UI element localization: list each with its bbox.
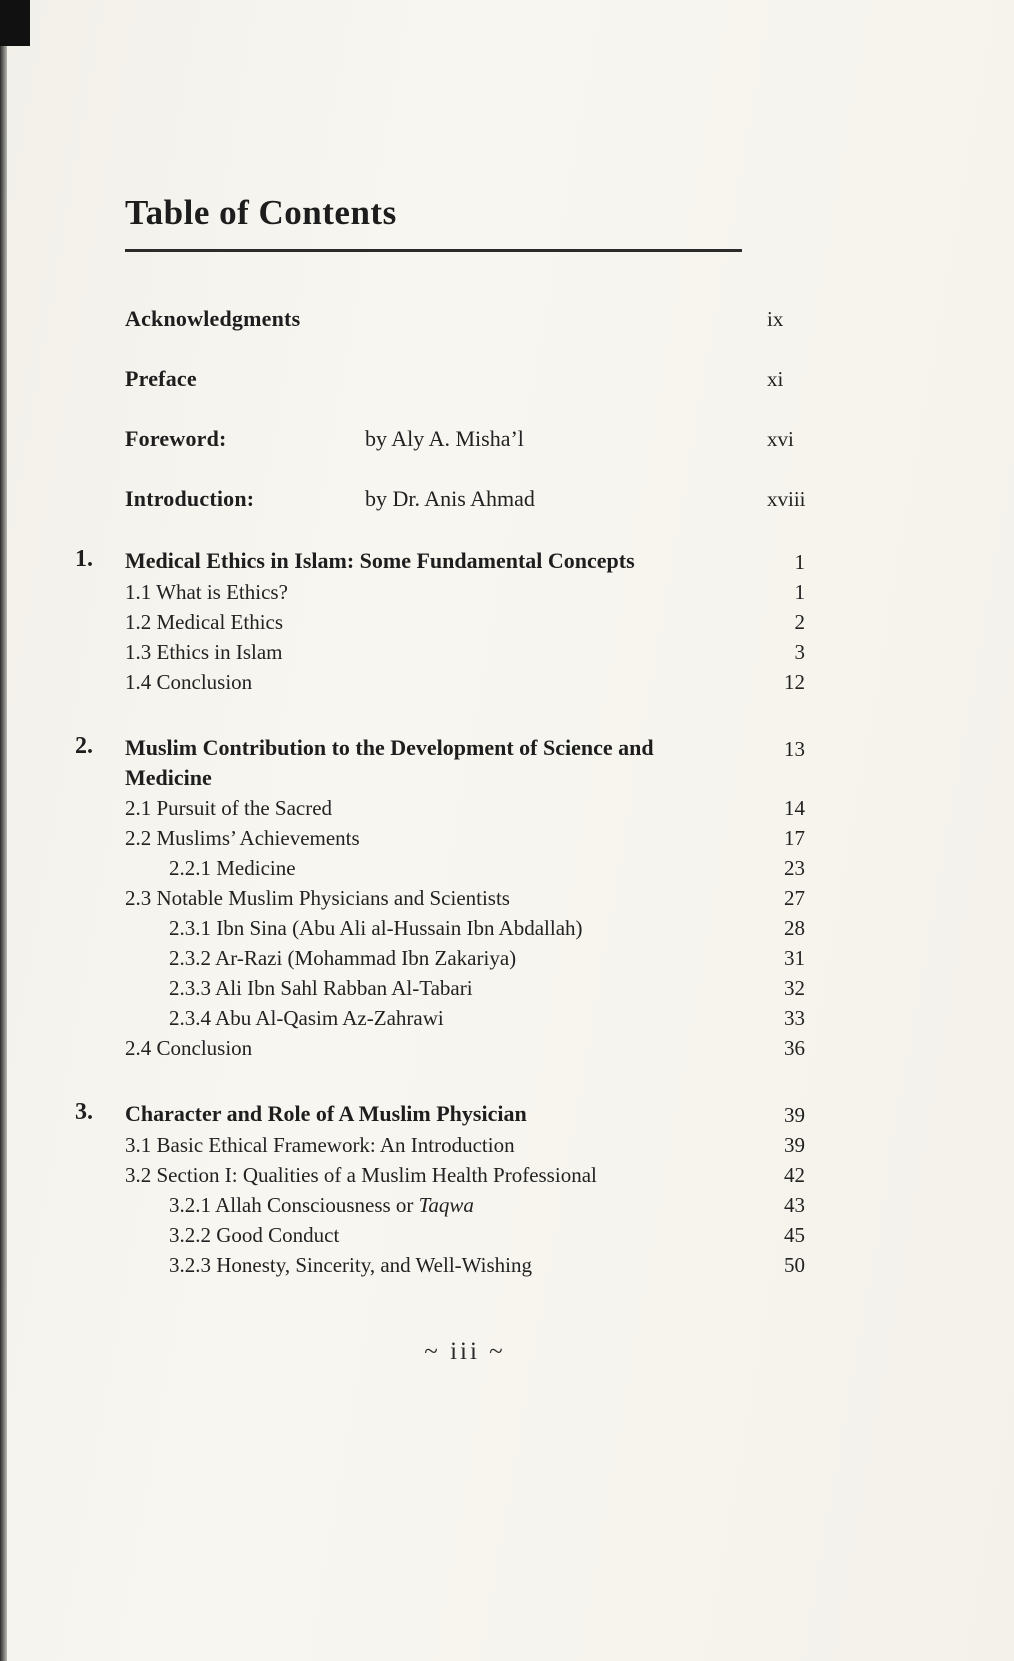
toc-entry-page: 33 <box>784 1006 805 1030</box>
front-matter-list <box>125 306 805 512</box>
toc-entry-page: 50 <box>784 1253 805 1277</box>
toc-entry-page: 3 <box>794 640 805 664</box>
toc-entry <box>125 607 805 637</box>
toc-entry-page: 39 <box>784 1133 805 1157</box>
chapter-number: 2. <box>75 733 93 759</box>
front-matter-label: Foreword: <box>125 426 227 451</box>
chapter-block <box>75 733 805 1063</box>
toc-entry-text: 2.3.1 Ibn Sina (Abu Ali al-Hussain Ibn Abdallah) <box>169 916 583 940</box>
toc-entry <box>125 1250 805 1280</box>
toc-entry-text <box>125 1190 745 1220</box>
front-matter-page: xviii <box>767 487 806 511</box>
chapter-title: Medical Ethics in Islam: Some Fundamental Concepts <box>125 548 635 573</box>
front-matter-row <box>125 426 805 452</box>
toc-entry-text: 2.2.1 Medicine <box>169 856 296 880</box>
toc-entry-text: 3.1 Basic Ethical Framework: An Introduction <box>125 1133 515 1157</box>
toc-entry <box>125 637 805 667</box>
front-matter-page: xi <box>767 367 784 391</box>
toc-entry-text: 2.4 Conclusion <box>125 1036 253 1060</box>
chapter-number: 1. <box>75 546 93 572</box>
chapter-heading <box>75 546 805 577</box>
toc-entry-page: 14 <box>784 796 805 820</box>
chapter-entries <box>125 577 805 697</box>
toc-entry <box>125 1190 805 1220</box>
toc-entry-text: 1.3 Ethics in Islam <box>125 640 283 664</box>
toc-entry-text: 2.3 Notable Muslim Physicians and Scientists <box>125 886 510 910</box>
toc-entry <box>125 823 805 853</box>
front-matter-row <box>125 486 805 512</box>
toc-entry <box>125 943 805 973</box>
toc-entry <box>125 973 805 1003</box>
toc-content <box>75 192 806 1280</box>
toc-entry <box>125 853 805 883</box>
front-matter-page: xvi <box>767 427 794 451</box>
toc-entry-page: 2 <box>794 610 805 634</box>
toc-entry-page: 31 <box>784 946 805 970</box>
chapter-title: Muslim Contribution to the Development of Science and Medicine <box>125 735 654 790</box>
chapter-block <box>75 1099 805 1280</box>
toc-entry-page: 12 <box>784 670 805 694</box>
chapter-entries <box>125 1130 805 1280</box>
front-matter-row <box>125 366 805 392</box>
chapter-page: 39 <box>784 1103 805 1127</box>
page-footer: ~ iii ~ <box>424 1338 506 1365</box>
toc-entry-text: 2.2 Muslims’ Achievements <box>125 826 360 850</box>
page-title-block <box>125 192 742 252</box>
toc-entry <box>125 1033 805 1063</box>
toc-entry-page: 43 <box>784 1193 805 1217</box>
chapter-heading <box>75 1099 805 1130</box>
toc-entry-text: 1.1 What is Ethics? <box>125 580 288 604</box>
chapter-heading <box>75 733 805 793</box>
front-matter-label: Introduction: <box>125 486 255 511</box>
chapter-list <box>75 546 805 1280</box>
toc-entry-text-italic: Taqwa <box>418 1193 474 1217</box>
scan-corner-artifact <box>0 0 30 46</box>
toc-entry <box>125 1003 805 1033</box>
toc-entry-page: 42 <box>784 1163 805 1187</box>
toc-entry <box>125 913 805 943</box>
chapter-block <box>75 546 805 697</box>
toc-entry-page: 45 <box>784 1223 805 1247</box>
front-matter-page: ix <box>767 307 784 331</box>
toc-entry <box>125 667 805 697</box>
toc-entry-page: 17 <box>784 826 805 850</box>
front-matter-author: by Aly A. Misha’l <box>365 426 524 451</box>
toc-entry-text: 1.4 Conclusion <box>125 670 253 694</box>
toc-entry <box>125 1160 805 1190</box>
chapter-entries <box>125 793 805 1063</box>
chapter-number: 3. <box>75 1099 93 1125</box>
toc-entry-page: 27 <box>784 886 805 910</box>
toc-entry-text: 2.3.2 Ar-Razi (Mohammad Ibn Zakariya) <box>169 946 517 970</box>
scan-edge-artifact <box>0 0 7 1661</box>
toc-entry <box>125 577 805 607</box>
toc-entry <box>125 883 805 913</box>
front-matter-author: by Dr. Anis Ahmad <box>365 486 535 511</box>
chapter-page: 1 <box>794 550 805 574</box>
toc-entry-page: 32 <box>784 976 805 1000</box>
toc-entry-page: 1 <box>794 580 805 604</box>
front-matter-row <box>125 306 805 332</box>
front-matter-label: Acknowledgments <box>125 306 301 331</box>
front-matter-label: Preface <box>125 366 197 391</box>
toc-entry-text-main: 3.2.1 Allah Consciousness or <box>169 1193 419 1217</box>
page-title: Table of Contents <box>125 193 397 232</box>
toc-entry-text: 3.2.2 Good Conduct <box>169 1223 340 1247</box>
toc-entry <box>125 1220 805 1250</box>
toc-entry <box>125 1130 805 1160</box>
toc-entry-text: 1.2 Medical Ethics <box>125 610 284 634</box>
toc-entry-page: 36 <box>784 1036 805 1060</box>
toc-entry-page: 28 <box>784 916 805 940</box>
toc-entry-text: 3.2 Section I: Qualities of a Muslim Health Professional <box>125 1163 597 1187</box>
toc-entry-text: 3.2.3 Honesty, Sincerity, and Well-Wishing <box>169 1253 532 1277</box>
toc-entry <box>125 793 805 823</box>
chapter-page: 13 <box>784 737 805 761</box>
toc-entry-text: 2.3.3 Ali Ibn Sahl Rabban Al-Tabari <box>169 976 473 1000</box>
chapter-title: Character and Role of A Muslim Physician <box>125 1101 527 1126</box>
toc-entry-text: 2.3.4 Abu Al-Qasim Az-Zahrawi <box>169 1006 444 1030</box>
toc-entry-text: 2.1 Pursuit of the Sacred <box>125 796 333 820</box>
toc-entry-page: 23 <box>784 856 805 880</box>
